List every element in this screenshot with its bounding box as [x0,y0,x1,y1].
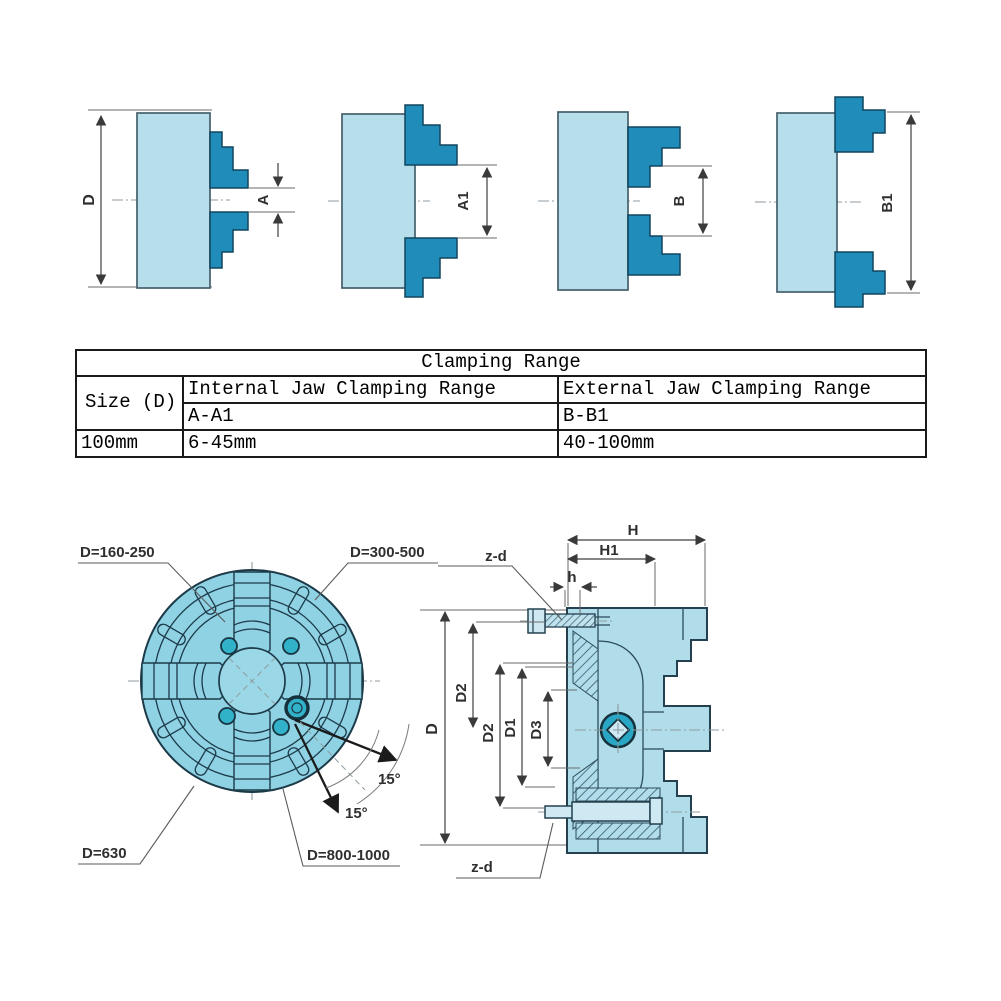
dim-label-A1: A1 [455,191,472,211]
leader-label-zd-bottom: z-d [471,859,493,876]
bolt-hole [221,638,237,654]
table-title: Clamping Range [76,350,926,376]
internal-header-cell: Internal Jaw Clamping Range [183,376,558,403]
dim-label-D2-inner: D2 [480,723,497,743]
clamping-range-table [75,349,927,458]
leader-label-zd-top: z-d [485,548,507,565]
upper-jaw [628,127,680,187]
dim-label-H1: H1 [599,542,619,559]
front-label-d800-1000: D=800-1000 [307,847,390,864]
angle-label-lower: 15° [345,805,368,822]
jaw-left [142,663,228,699]
size-header-cell: Size (D) [76,376,183,430]
lower-jaw [835,252,885,307]
front-label-d160-250: D=160-250 [80,544,155,561]
chuck-section-external-open [755,97,920,307]
upper-jaw [210,132,248,188]
chuck-front-view [78,544,438,866]
dim-label-D1: D1 [502,718,519,738]
chuck-body [342,114,415,288]
lower-jaw [628,215,680,275]
front-label-d300-500: D=300-500 [350,544,425,561]
front-label-d630: D=630 [82,845,127,862]
pinion-socket-hole [286,697,308,719]
bolt-hole [273,719,289,735]
lower-jaw [210,212,248,268]
chuck-body [558,112,628,290]
size-value-cell: 100mm [76,430,183,457]
dim-label-H: H [627,522,639,539]
dim-label-D-section: D [424,723,441,735]
internal-code-cell: A-A1 [183,403,558,430]
dim-label-D2-bolt: D2 [453,683,470,703]
chuck-body [137,113,210,288]
lower-jaw [405,238,457,297]
dim-label-B1: B1 [879,193,896,213]
upper-jaw [835,97,885,152]
chuck-section-internal-closed [81,110,295,288]
jaw-bottom [234,704,270,790]
internal-value-cell: 6-45mm [183,430,558,457]
bolt-hole [283,638,299,654]
jaw-top [234,572,270,658]
chuck-body [777,113,837,292]
angle-label-upper: 15° [378,771,401,788]
bolt-hole [219,708,235,724]
chuck-section-internal-open [328,105,497,297]
jaw-right [276,663,362,699]
dim-label-D: D [81,194,98,206]
dim-label-B: B [671,195,688,207]
external-value-cell: 40-100mm [558,430,926,457]
external-code-cell: B-B1 [558,403,926,430]
external-header-cell: External Jaw Clamping Range [558,376,926,403]
chuck-section-view [420,522,727,878]
upper-jaw [405,105,457,165]
dim-label-h: h [567,569,577,586]
chuck-section-external-closed [538,112,712,290]
dim-label-A: A [255,194,272,206]
dim-label-D3: D3 [528,720,545,740]
